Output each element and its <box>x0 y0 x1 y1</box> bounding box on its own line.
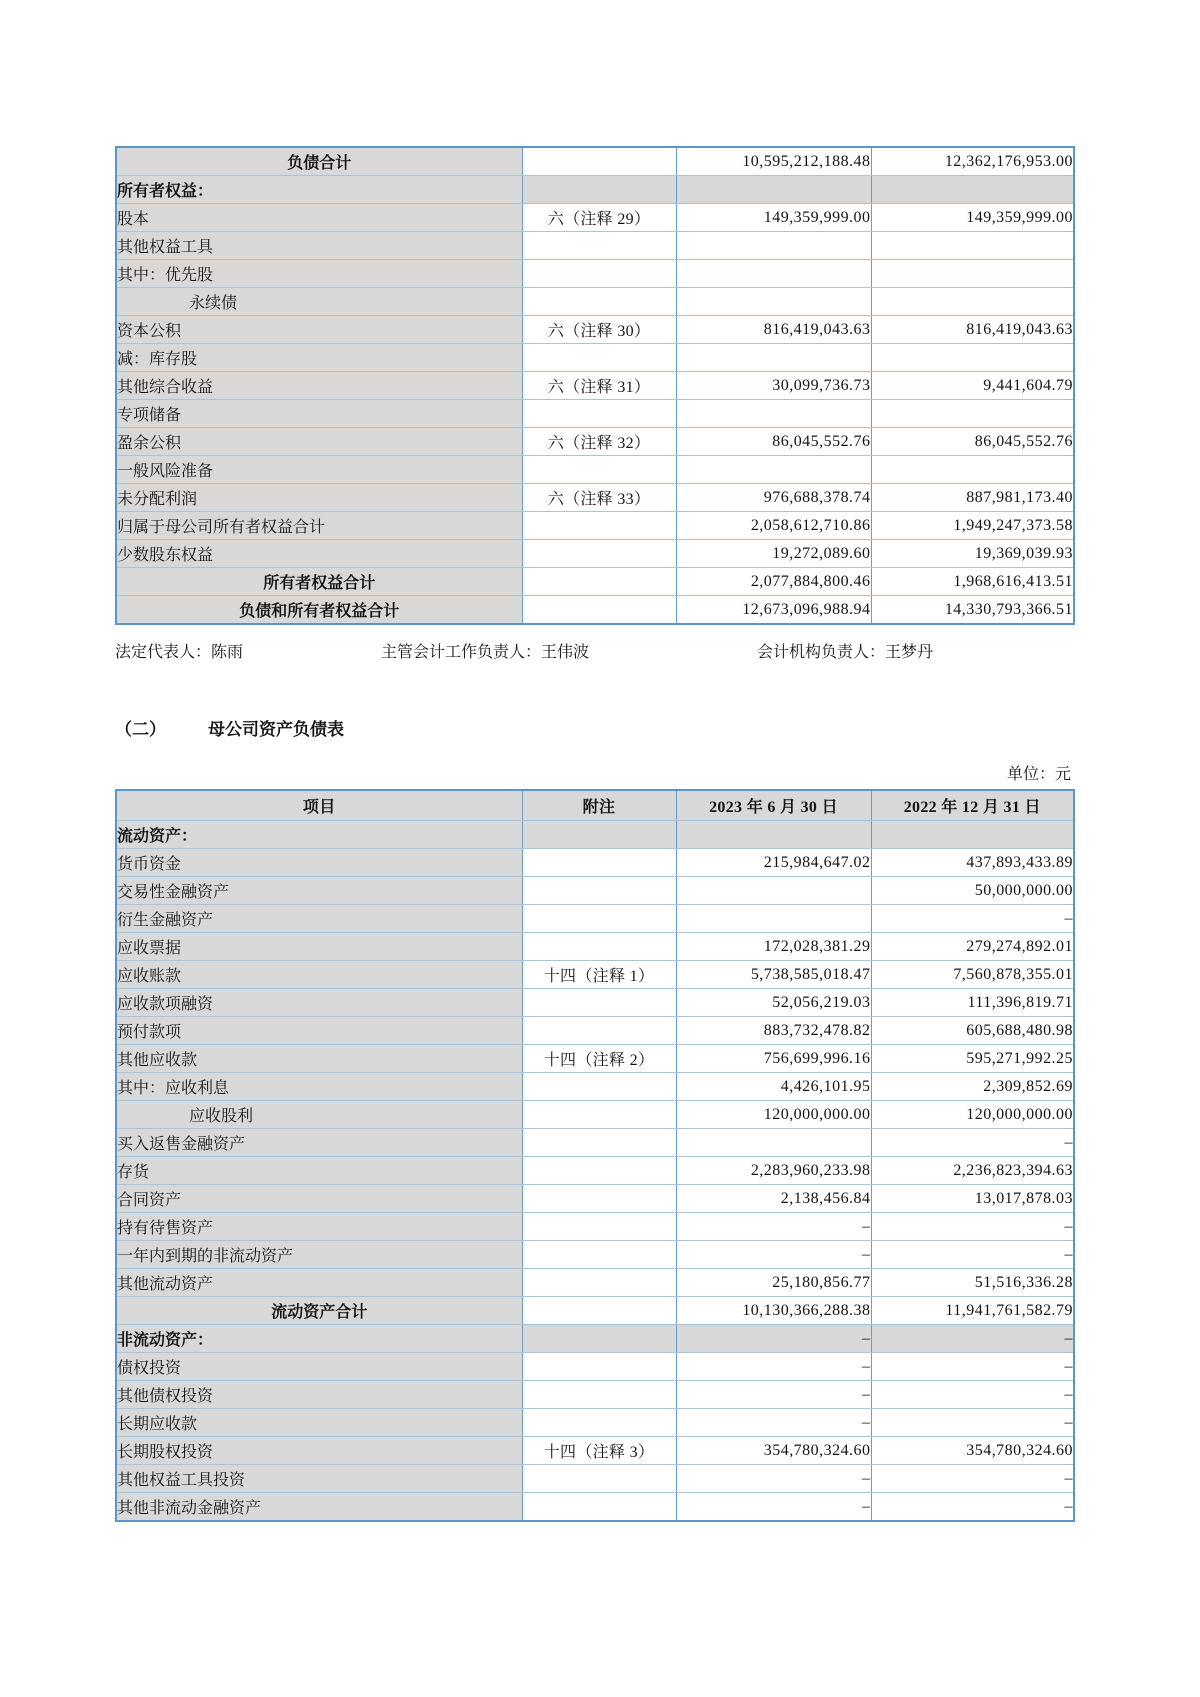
note-cell <box>522 1297 676 1325</box>
table-row <box>116 989 1074 1017</box>
col-header-2022: 2022 年 12 月 31 日 <box>871 790 1074 821</box>
value-2022-cell: 2,309,852.69 <box>871 1073 1074 1101</box>
table-row <box>116 1297 1074 1325</box>
value-2023-cell: – <box>676 1465 871 1493</box>
value-2023-cell: – <box>676 1409 871 1437</box>
note-cell <box>522 456 676 484</box>
value-2022-cell: – <box>871 1409 1074 1437</box>
note-cell <box>522 260 676 288</box>
table-row <box>116 1493 1074 1522</box>
value-2022-cell: – <box>871 1493 1074 1522</box>
note-cell <box>522 1465 676 1493</box>
table-row <box>116 1465 1074 1493</box>
value-2023-cell: 215,984,647.02 <box>676 849 871 877</box>
value-2023-cell: 10,595,212,188.48 <box>676 147 871 176</box>
item-name-cell: 其他应收款 <box>116 1045 522 1073</box>
item-name-cell: 资本公积 <box>116 316 522 344</box>
value-2023-cell <box>676 456 871 484</box>
value-2022-cell: 1,949,247,373.58 <box>871 512 1074 540</box>
value-2023-cell: – <box>676 1213 871 1241</box>
table-row <box>116 288 1074 316</box>
value-2023-cell: 2,077,884,800.46 <box>676 568 871 596</box>
value-2022-cell: 11,941,761,582.79 <box>871 1297 1074 1325</box>
table-row <box>116 344 1074 372</box>
value-2022-cell <box>871 400 1074 428</box>
value-2022-cell: – <box>871 1241 1074 1269</box>
value-2023-cell <box>676 905 871 933</box>
value-2022-cell: 2,236,823,394.63 <box>871 1157 1074 1185</box>
value-2023-cell <box>676 232 871 260</box>
table-row <box>116 1017 1074 1045</box>
value-2022-cell: 279,274,892.01 <box>871 933 1074 961</box>
value-2023-cell: 5,738,585,018.47 <box>676 961 871 989</box>
note-cell <box>522 1017 676 1045</box>
item-name-cell: 盈余公积 <box>116 428 522 456</box>
table-row <box>116 484 1074 512</box>
value-2023-cell: – <box>676 1353 871 1381</box>
item-name-cell: 其中：应收利息 <box>116 1073 522 1101</box>
unit-label: 单位：元 <box>1006 766 1071 783</box>
value-2023-cell: 883,732,478.82 <box>676 1017 871 1045</box>
item-name-cell: 一年内到期的非流动资产 <box>116 1241 522 1269</box>
table-row <box>116 1325 1074 1353</box>
table-row <box>116 1045 1074 1073</box>
legal-representative-label: 法定代表人：陈雨 <box>115 644 244 661</box>
section-number: （二） <box>115 720 166 739</box>
value-2022-cell: 816,419,043.63 <box>871 316 1074 344</box>
value-2022-cell: – <box>871 905 1074 933</box>
table-row <box>116 204 1074 232</box>
note-cell <box>522 344 676 372</box>
table-row <box>116 596 1074 625</box>
value-2022-cell: 50,000,000.00 <box>871 877 1074 905</box>
table-row <box>116 232 1074 260</box>
item-name-cell: 负债合计 <box>116 147 522 176</box>
note-cell: 六（注释 31） <box>522 372 676 400</box>
note-cell <box>522 933 676 961</box>
note-cell <box>522 1381 676 1409</box>
table-row <box>116 1241 1074 1269</box>
value-2023-cell <box>676 288 871 316</box>
accounting-dept-head-label: 会计机构负责人：王梦丹 <box>757 644 934 661</box>
note-cell <box>522 1241 676 1269</box>
note-cell: 六（注释 32） <box>522 428 676 456</box>
item-name-cell: 应收股利 <box>116 1101 522 1129</box>
value-2023-cell: 2,058,612,710.86 <box>676 512 871 540</box>
table-row <box>116 1073 1074 1101</box>
note-cell: 六（注释 29） <box>522 204 676 232</box>
item-name-cell: 一般风险准备 <box>116 456 522 484</box>
page-content <box>115 0 1073 1522</box>
value-2022-cell <box>871 344 1074 372</box>
item-name-cell: 应收票据 <box>116 933 522 961</box>
note-cell <box>522 147 676 176</box>
item-name-cell: 其他债权投资 <box>116 1381 522 1409</box>
note-cell <box>522 1157 676 1185</box>
value-2022-cell <box>871 288 1074 316</box>
value-2022-cell <box>871 176 1074 204</box>
item-name-cell: 持有待售资产 <box>116 1213 522 1241</box>
item-name-cell: 流动资产合计 <box>116 1297 522 1325</box>
liabilities-equity-table <box>115 146 1075 625</box>
value-2023-cell: 354,780,324.60 <box>676 1437 871 1465</box>
note-cell <box>522 1409 676 1437</box>
value-2023-cell <box>676 260 871 288</box>
item-name-cell: 非流动资产： <box>116 1325 522 1353</box>
value-2023-cell <box>676 1129 871 1157</box>
table-row <box>116 456 1074 484</box>
value-2022-cell: 149,359,999.00 <box>871 204 1074 232</box>
table-row <box>116 1101 1074 1129</box>
item-name-cell: 债权投资 <box>116 1353 522 1381</box>
item-name-cell: 其他权益工具投资 <box>116 1465 522 1493</box>
value-2022-cell: 1,968,616,413.51 <box>871 568 1074 596</box>
table-row <box>116 147 1074 176</box>
value-2022-cell: – <box>871 1213 1074 1241</box>
note-cell <box>522 1073 676 1101</box>
value-2022-cell <box>871 821 1074 849</box>
note-cell <box>522 400 676 428</box>
table-row <box>116 512 1074 540</box>
item-name-cell: 所有者权益合计 <box>116 568 522 596</box>
value-2022-cell: – <box>871 1465 1074 1493</box>
value-2022-cell: 111,396,819.71 <box>871 989 1074 1017</box>
item-name-cell: 永续债 <box>116 288 522 316</box>
value-2023-cell: 756,699,996.16 <box>676 1045 871 1073</box>
table-row <box>116 877 1074 905</box>
note-cell <box>522 288 676 316</box>
table-row <box>116 1269 1074 1297</box>
item-name-cell: 其他综合收益 <box>116 372 522 400</box>
note-cell: 六（注释 30） <box>522 316 676 344</box>
item-name-cell: 负债和所有者权益合计 <box>116 596 522 625</box>
table-row <box>116 316 1074 344</box>
note-cell: 十四（注释 1） <box>522 961 676 989</box>
note-cell: 十四（注释 2） <box>522 1045 676 1073</box>
value-2022-cell: 437,893,433.89 <box>871 849 1074 877</box>
table-row <box>116 372 1074 400</box>
table-row <box>116 1437 1074 1465</box>
value-2023-cell: – <box>676 1381 871 1409</box>
value-2022-cell <box>871 456 1074 484</box>
table-row <box>116 568 1074 596</box>
value-2022-cell: – <box>871 1381 1074 1409</box>
note-cell <box>522 877 676 905</box>
value-2023-cell: 19,272,089.60 <box>676 540 871 568</box>
table-row <box>116 540 1074 568</box>
note-cell: 十四（注释 3） <box>522 1437 676 1465</box>
item-name-cell: 减：库存股 <box>116 344 522 372</box>
liabilities-equity-table-body <box>116 147 1074 624</box>
note-cell <box>522 1101 676 1129</box>
note-cell <box>522 905 676 933</box>
table-row <box>116 1353 1074 1381</box>
note-cell <box>522 989 676 1017</box>
note-cell <box>522 540 676 568</box>
value-2022-cell: 354,780,324.60 <box>871 1437 1074 1465</box>
item-name-cell: 流动资产： <box>116 821 522 849</box>
note-cell <box>522 1493 676 1522</box>
table-row <box>116 1157 1074 1185</box>
value-2022-cell: 595,271,992.25 <box>871 1045 1074 1073</box>
value-2023-cell: 52,056,219.03 <box>676 989 871 1017</box>
note-cell: 六（注释 33） <box>522 484 676 512</box>
value-2023-cell <box>676 176 871 204</box>
note-cell <box>522 596 676 625</box>
value-2022-cell: 887,981,173.40 <box>871 484 1074 512</box>
value-2022-cell: 14,330,793,366.51 <box>871 596 1074 625</box>
value-2023-cell <box>676 821 871 849</box>
note-cell <box>522 1129 676 1157</box>
value-2023-cell: 86,045,552.76 <box>676 428 871 456</box>
value-2023-cell: 172,028,381.29 <box>676 933 871 961</box>
value-2022-cell: – <box>871 1129 1074 1157</box>
value-2023-cell: 4,426,101.95 <box>676 1073 871 1101</box>
value-2022-cell <box>871 260 1074 288</box>
table-row <box>116 1409 1074 1437</box>
item-name-cell: 长期应收款 <box>116 1409 522 1437</box>
parent-table-header <box>116 790 1074 821</box>
table-row <box>116 176 1074 204</box>
value-2022-cell: 120,000,000.00 <box>871 1101 1074 1129</box>
note-cell <box>522 1353 676 1381</box>
note-cell <box>522 1213 676 1241</box>
item-name-cell: 货币资金 <box>116 849 522 877</box>
item-name-cell: 其他流动资产 <box>116 1269 522 1297</box>
value-2022-cell: 86,045,552.76 <box>871 428 1074 456</box>
item-name-cell: 衍生金融资产 <box>116 905 522 933</box>
value-2023-cell: 12,673,096,988.94 <box>676 596 871 625</box>
item-name-cell: 其他非流动金融资产 <box>116 1493 522 1522</box>
table-row <box>116 428 1074 456</box>
item-name-cell: 股本 <box>116 204 522 232</box>
table-row <box>116 933 1074 961</box>
item-name-cell: 应收款项融资 <box>116 989 522 1017</box>
value-2022-cell: 12,362,176,953.00 <box>871 147 1074 176</box>
item-name-cell: 所有者权益： <box>116 176 522 204</box>
table-row <box>116 1129 1074 1157</box>
table-row <box>116 1381 1074 1409</box>
table-row <box>116 849 1074 877</box>
table-row <box>116 260 1074 288</box>
value-2023-cell: 2,138,456.84 <box>676 1185 871 1213</box>
value-2022-cell <box>871 232 1074 260</box>
value-2022-cell: 19,369,039.93 <box>871 540 1074 568</box>
chief-accounting-officer-label: 主管会计工作负责人：王伟波 <box>381 644 590 661</box>
note-cell <box>522 1185 676 1213</box>
item-name-cell: 其中：优先股 <box>116 260 522 288</box>
value-2023-cell: – <box>676 1325 871 1353</box>
value-2023-cell: 30,099,736.73 <box>676 372 871 400</box>
value-2022-cell: 605,688,480.98 <box>871 1017 1074 1045</box>
signatories-line <box>115 639 1073 661</box>
table-row <box>116 1213 1074 1241</box>
value-2022-cell: 51,516,336.28 <box>871 1269 1074 1297</box>
table-row <box>116 961 1074 989</box>
item-name-cell: 合同资产 <box>116 1185 522 1213</box>
item-name-cell: 买入返售金融资产 <box>116 1129 522 1157</box>
item-name-cell: 少数股东权益 <box>116 540 522 568</box>
item-name-cell: 未分配利润 <box>116 484 522 512</box>
note-cell <box>522 176 676 204</box>
value-2022-cell: – <box>871 1353 1074 1381</box>
item-name-cell: 交易性金融资产 <box>116 877 522 905</box>
value-2023-cell: – <box>676 1493 871 1522</box>
value-2022-cell: 13,017,878.03 <box>871 1185 1074 1213</box>
note-cell <box>522 568 676 596</box>
table-row <box>116 905 1074 933</box>
item-name-cell: 存货 <box>116 1157 522 1185</box>
note-cell <box>522 232 676 260</box>
header-row <box>116 790 1074 821</box>
value-2023-cell: 10,130,366,288.38 <box>676 1297 871 1325</box>
section-title: 母公司资产负债表 <box>208 720 344 739</box>
note-cell <box>522 1269 676 1297</box>
note-cell <box>522 821 676 849</box>
col-header-item: 项目 <box>116 790 522 821</box>
value-2023-cell <box>676 400 871 428</box>
item-name-cell: 其他权益工具 <box>116 232 522 260</box>
col-header-note: 附注 <box>522 790 676 821</box>
value-2023-cell <box>676 877 871 905</box>
value-2022-cell: 7,560,878,355.01 <box>871 961 1074 989</box>
table-row <box>116 1185 1074 1213</box>
item-name-cell: 应收账款 <box>116 961 522 989</box>
value-2023-cell: 976,688,378.74 <box>676 484 871 512</box>
value-2022-cell: 9,441,604.79 <box>871 372 1074 400</box>
table-row <box>116 400 1074 428</box>
parent-table-body <box>116 821 1074 1522</box>
item-name-cell: 预付款项 <box>116 1017 522 1045</box>
value-2023-cell: 2,283,960,233.98 <box>676 1157 871 1185</box>
item-name-cell: 归属于母公司所有者权益合计 <box>116 512 522 540</box>
note-cell <box>522 512 676 540</box>
value-2023-cell: 149,359,999.00 <box>676 204 871 232</box>
note-cell <box>522 1325 676 1353</box>
table-row <box>116 821 1074 849</box>
note-cell <box>522 849 676 877</box>
value-2023-cell: 120,000,000.00 <box>676 1101 871 1129</box>
value-2023-cell: 816,419,043.63 <box>676 316 871 344</box>
section-heading <box>115 715 1073 739</box>
value-2023-cell <box>676 344 871 372</box>
col-header-2023: 2023 年 6 月 30 日 <box>676 790 871 821</box>
value-2023-cell: 25,180,856.77 <box>676 1269 871 1297</box>
value-2023-cell: – <box>676 1241 871 1269</box>
item-name-cell: 长期股权投资 <box>116 1437 522 1465</box>
value-2022-cell: – <box>871 1325 1074 1353</box>
item-name-cell: 专项储备 <box>116 400 522 428</box>
parent-company-balance-sheet-table <box>115 789 1075 1522</box>
